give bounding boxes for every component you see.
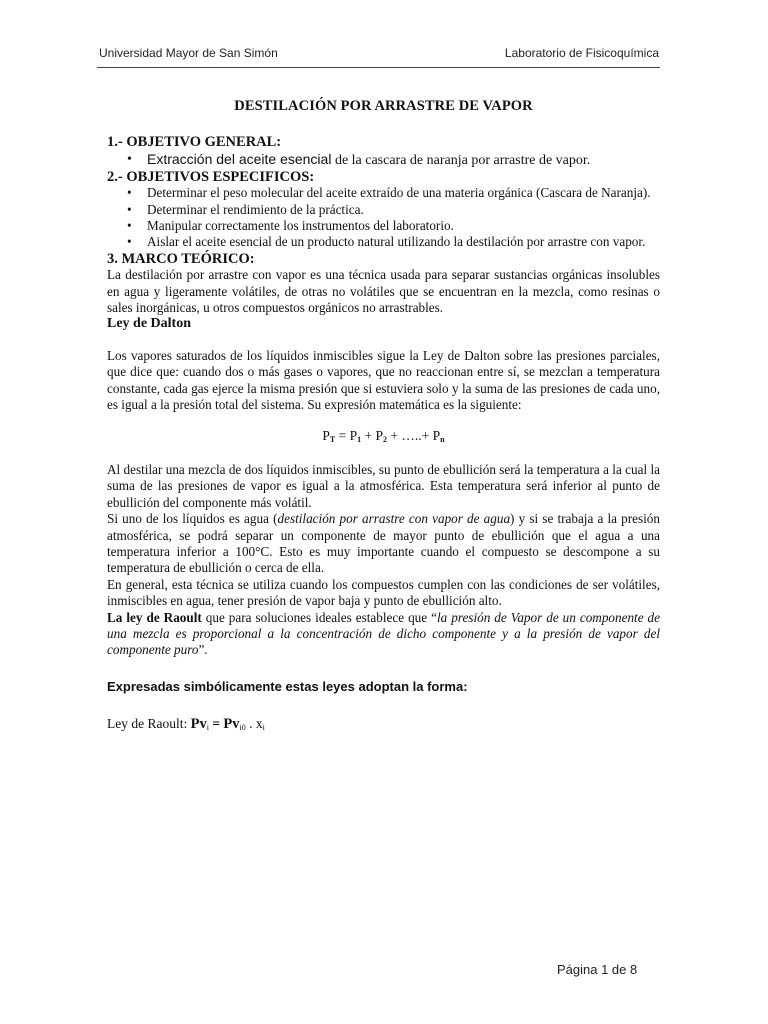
eq-subscript: i0	[239, 723, 246, 733]
bullet-icon: •	[127, 234, 132, 250]
document-body	[107, 98, 660, 737]
list-item-text: Determinar el rendimiento de la práctica.	[147, 201, 364, 217]
text-span: ”.	[198, 642, 208, 658]
eq-subscript: T	[329, 434, 336, 444]
bullet-rest-text: de la cascara de naranja por arrastre de vapor.	[331, 152, 591, 168]
bullet-icon: •	[127, 151, 132, 167]
text-span: que para soluciones ideales establece que “	[201, 609, 437, 625]
list-item-text: Aislar el aceite esencial de un producto natural utilizando la destilación por arrastre con vapor.	[147, 234, 646, 250]
header-laboratory: Laboratorio de Fisicoquímica	[504, 46, 659, 60]
eq-term: P	[432, 427, 441, 443]
raoult-equation	[107, 716, 660, 736]
paragraph-destilar: Al destilar una mezcla de dos líquidos inmiscibles, su punto de ebullición será la temperatura a la cual la suma de las presiones de vapor es igual a la atmosférica. Esta temperatura será inferior al punto de ebullición del componente más volátil.	[107, 461, 660, 510]
dalton-equation	[107, 428, 660, 448]
objetivos-especificos-list	[107, 185, 660, 251]
eq-subscript: 1	[357, 434, 362, 444]
eq-operator: =	[335, 427, 350, 443]
page-header	[99, 46, 659, 60]
eq-label: Ley de Raoult:	[107, 716, 191, 732]
bullet-icon: •	[127, 201, 132, 217]
eq-term: P	[349, 427, 358, 443]
italic-text: destilación por arrastre con vapor de agua	[277, 511, 511, 527]
raoult-bold-text: La ley de Raoult	[107, 609, 202, 625]
list-item	[107, 234, 660, 250]
document-title: DESTILACIÓN POR ARRASTRE DE VAPOR	[234, 98, 533, 114]
section-objetivo-general-heading: 1.- OBJETIVO GENERAL:	[107, 134, 282, 151]
list-item	[107, 185, 660, 201]
header-university: Universidad Mayor de San Simón	[99, 46, 278, 60]
eq-subscript: i	[262, 723, 265, 733]
eq-term: . x	[245, 716, 263, 732]
eq-term: P	[375, 427, 384, 443]
text-span: Si uno de los líquidos es agua (	[107, 511, 278, 527]
objetivo-general-list	[107, 151, 660, 169]
header-rule	[97, 67, 660, 68]
ley-raoult-paragraph	[107, 610, 660, 659]
page-number: Página 1 de 8	[557, 962, 638, 977]
expresadas-heading: Expresadas simbólicamente estas leyes adoptan la forma:	[107, 678, 468, 694]
eq-term: Pv	[190, 716, 207, 733]
eq-term: Pv	[223, 716, 240, 733]
text-span: ) y si se trabaja a la presión atmosférica, se podrá separar un componente de mayor punto de ebullición que el agua a una temperatura inferior a 100°C. Esto es muy importante cuando el compuesto se descompone a su temperatura de ebullición o cerca de ella.	[107, 511, 660, 576]
list-item-text: Determinar el peso molecular del aceite extraído de una materia orgánica (Cascara de Naranja).	[147, 185, 651, 201]
eq-subscript: n	[440, 434, 445, 444]
list-item	[107, 218, 660, 234]
bullet-icon: •	[127, 185, 132, 201]
section-marco-teorico-heading: 3. MARCO TEÓRICO:	[107, 250, 255, 267]
ley-dalton-text: Los vapores saturados de los líquidos inmiscibles sigue la Ley de Dalton sobre las presiones parciales, que dice que: cuando dos o más gases o vapores, que no reaccionan entre sí, se mezclan a temperatura constante, cada gas ejerce la misma presión que si estuviera solo y la suma de las presiones de cada uno, es igual a la presión total del sistema. Su expresión matemática es la siguiente:	[107, 347, 660, 413]
list-item	[107, 151, 660, 169]
eq-operator: + …..+	[387, 427, 433, 443]
ley-dalton-heading: Ley de Dalton	[107, 316, 191, 332]
raoult-quote: la presión de Vapor de un componente de una mezcla es proporcional a la concentración de dicho componente y a la presión de vapor del componente puro	[107, 609, 660, 658]
bullet-icon: •	[127, 218, 132, 234]
section-objetivos-especificos-heading: 2.- OBJETIVOS ESPECIFICOS:	[107, 168, 315, 185]
paragraph-agua	[107, 511, 660, 577]
eq-term: P	[322, 427, 330, 443]
paragraph-general: En general, esta técnica se utiliza cuando los compuestos cumplen con las condiciones de ser volátiles, inmiscibles en agua, tener presión de vapor baja y punto de ebullición alto.	[107, 576, 660, 609]
eq-operator: +	[361, 427, 376, 443]
list-item-text: Manipular correctamente los instrumentos del laboratorio.	[147, 218, 454, 234]
eq-subscript: 2	[383, 434, 388, 444]
eq-operator: =	[208, 716, 224, 732]
bullet-lead-text: Extracción del aceite esencial	[147, 150, 332, 167]
marco-teorico-intro: La destilación por arrastre con vapor es una técnica usada para separar sustancias orgánicas insolubles en agua y ligeramente volátiles, de otras no volátiles que se encuentran en la mezcla, como resinas o sales inorgánicas, u otros compuestos orgánicos no arrastrables.	[107, 267, 660, 316]
eq-subscript: i	[206, 723, 209, 733]
list-item	[107, 202, 660, 218]
